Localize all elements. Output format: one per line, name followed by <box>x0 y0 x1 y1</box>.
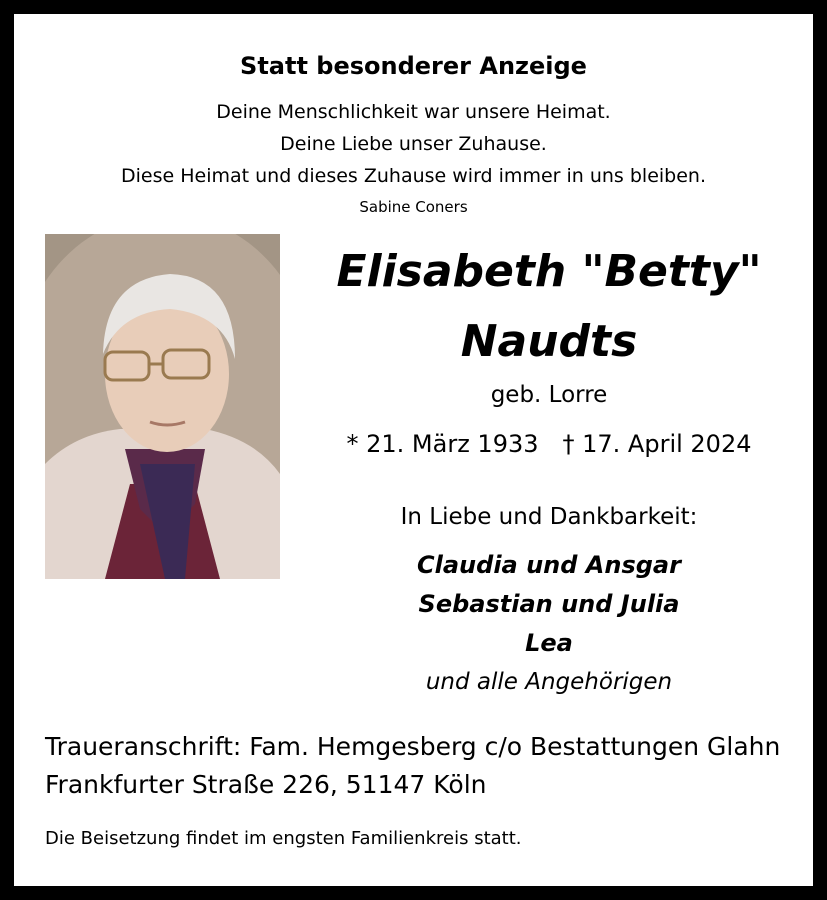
birth-date: * 21. März 1933 <box>346 430 539 458</box>
family-member: Lea <box>525 629 573 657</box>
mourning-address-line2: Frankfurter Straße 226, 51147 Köln <box>45 770 487 799</box>
quote-line: Deine Menschlichkeit war unsere Heimat. <box>216 101 611 123</box>
family-member: Claudia und Ansgar <box>417 551 681 579</box>
notice-heading: Statt besonderer Anzeige <box>240 52 587 80</box>
quote-line: Deine Liebe unser Zuhause. <box>280 133 547 155</box>
death-date: † 17. April 2024 <box>562 430 752 458</box>
portrait-photo <box>45 234 280 579</box>
quote-author: Sabine Coners <box>359 198 468 216</box>
deceased-name-first: Elisabeth "Betty" <box>336 246 762 297</box>
life-dates <box>299 430 799 458</box>
obituary-card <box>14 14 813 886</box>
gratitude-line: In Liebe und Dankbarkeit: <box>400 504 698 530</box>
quote <box>14 96 813 192</box>
burial-note: Die Beisetzung findet im engsten Familienkreis statt. <box>45 828 522 849</box>
mourning-address-line1: Traueranschrift: Fam. Hemgesberg c/o Bestattungen Glahn <box>45 732 781 761</box>
deceased-name-last: Naudts <box>460 316 638 367</box>
birth-name: geb. Lorre <box>490 382 608 408</box>
quote-line: Diese Heimat und dieses Zuhause wird immer in uns bleiben. <box>120 165 707 187</box>
relatives-line: und alle Angehörigen <box>425 669 673 695</box>
family-member: Sebastian und Julia <box>418 590 680 618</box>
